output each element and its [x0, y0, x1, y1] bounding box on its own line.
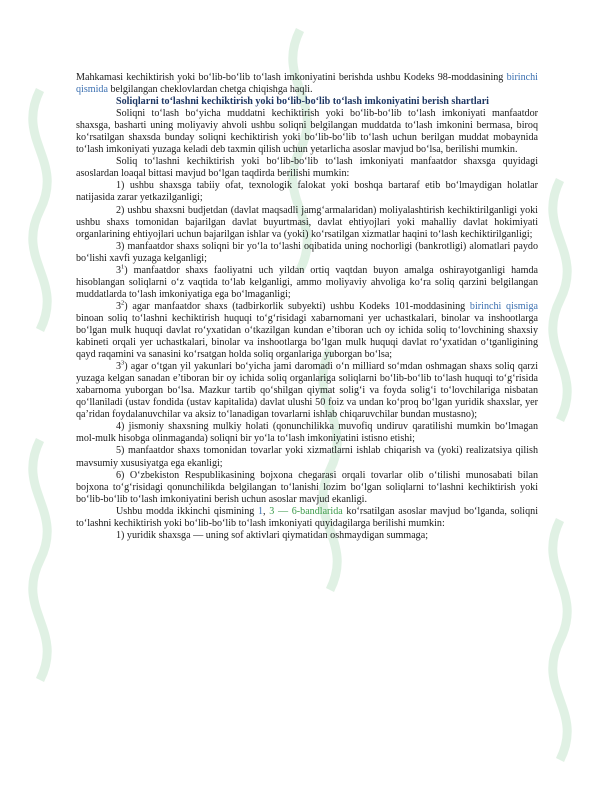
- text-run: 6) O‘zbekiston Respublikasining bojxona chegarasi orqali tovarlar olib o‘tilishi munosabati bilan bojxona to‘g‘risidagi qonunchilikda belgilangan to‘lanishi lozim bo‘lgan soliqlarni to‘lashni kechiktirish yoki bo‘lib-bo‘lib to‘lash imkoniyatini berish uchun asoslar mavjud ekanligi.: [76, 469, 538, 505]
- watermark-s-shape: [553, 180, 567, 420]
- text-run: belgilangan cheklovlardan chetga chiqishga haqli.: [107, 84, 313, 96]
- document-body: [76, 72, 538, 542]
- watermark-s-shape: [33, 440, 47, 680]
- watermark-s-shape: [553, 520, 567, 760]
- text-run: 1) yuridik shaxsga — uning sof aktivlari qiymatidan oshmaydigan summaga;: [116, 529, 429, 541]
- paragraph-item2: [76, 205, 538, 241]
- section-heading: [76, 96, 538, 108]
- text-run: ,: [263, 505, 270, 517]
- cross-reference-link[interactable]: 3 — 6-bandlarida: [269, 505, 343, 517]
- superscript-number: 2: [121, 299, 125, 307]
- text-run: 1) ushbu shaxsga tabiiy ofat, texnologik falokat yoki boshqa bartaraf etib bo‘lmaydigan holatlar natijasida zarar yetkazilganligi;: [76, 180, 538, 204]
- text-run: 3) manfaatdor shaxs soliqni bir yo‘la to‘lashi oqibatida uning nochorligi (bankrotligi) alomatlari paydo bo‘lishi xavfi yuzaga kelganligi;: [76, 240, 538, 264]
- text-run: 3: [116, 300, 122, 312]
- text-run: ) agar manfaatdor shaxs (tadbirkorlik subyekti) ushbu Kodeks 101-moddasining: [124, 300, 470, 312]
- cross-reference-link[interactable]: 1: [258, 505, 264, 517]
- text-run: Mahkamasi kechiktirish yoki bo‘lib-bo‘lib to‘lash imkoniyatini berishda ushbu Kodeks 98-moddasining: [76, 72, 507, 83]
- paragraph-item1: [76, 180, 538, 204]
- paragraph-intro: [76, 72, 538, 96]
- text-run: 4) jismoniy shaxsning mulkiy holati (qonunchilikka muvofiq undiruv qaratilishi mumkin bo‘lmagan mol-mulk hisobga olinmaganda) soliqni bir yo‘la to‘lash imkoniyatini istisno etishi;: [76, 421, 538, 445]
- paragraph-item3-1: [76, 265, 538, 301]
- paragraph-item3-2: [76, 301, 538, 361]
- text-run: Ushbu modda ikkinchi qismining: [116, 505, 258, 517]
- text-run: binoan soliq to‘lashni kechiktirish huquqi to‘g‘risidagi xabarnomani yer uchastkalari, binolar va inshootlarga bo‘lgan mulk huquqi davlat ro‘yxatidan o‘tkazilgan kundan e’tiboran uch oy ichida soliq to‘lovchining shaxsiy kabineti orqali yer uchastkalari, binolar va inshootlarga bo‘lgan mulk huquqi davlat ro‘yxatidan o‘tganligining qayd raqamini va sanasini ko‘rsatgan holda soliq organlariga yuborgan bo‘lsa;: [76, 312, 538, 361]
- superscript-number: 1: [121, 263, 125, 271]
- text-run: Soliqlarni to‘lashni kechiktirish yoki bo‘lib-bo‘lib to‘lash imkoniyatini berish shartlari: [116, 96, 489, 108]
- superscript-number: 3: [121, 359, 125, 367]
- paragraph-item5: [76, 445, 538, 469]
- watermark-s-shape: [33, 90, 47, 330]
- text-run: 3: [116, 361, 122, 373]
- paragraph-item4: [76, 421, 538, 445]
- text-run: 5) manfaatdor shaxs tomonidan tovarlar yoki xizmatlarni ishlab chiqarish va (yoki) realizatsiya qilish mavsumiy xususiyatga ega ekanligi;: [76, 445, 538, 469]
- paragraph-p1: [76, 108, 538, 156]
- paragraph-item-last: [76, 530, 538, 542]
- paragraph-p2: [76, 156, 538, 180]
- text-run: ) manfaatdor shaxs faoliyatni uch yildan ortiq vaqtdan buyon amalga oshirayotganligi hamda hisoblangan soliqlarni o‘z vaqtida to‘lab kelganligi, ammo moliyaviy ahvoliga ko‘ra soliq qarzini belgilangan muddatlarda to‘lash imkoniyatiga ega bo‘lmaganligi;: [76, 264, 538, 300]
- text-run: 2) ushbu shaxsni budjetdan (davlat maqsadli jamg‘armalaridan) moliyalashtirish kechiktirilganligi yoki ushbu shaxs tomonidan bajarilgan davlat buyurtmasi, davlat ehtiyojlari yoki mahalliy davlat hokimiyati organlarining ehtiyojlari uchun bajarilgan ishlar va (yoki) ko‘rsatilgan xizmatlar haqini to‘lash kechiktirilganligi;: [76, 204, 538, 240]
- paragraph-p3: [76, 506, 538, 530]
- paragraph-item6: [76, 470, 538, 506]
- paragraph-item3-3: [76, 361, 538, 421]
- text-run: Soliqni to‘lash bo‘yicha muddatni kechiktirish yoki bo‘lib-bo‘lib to‘lash imkoniyati manfaatdor shaxsga, basharti uning moliyaviy ahvoli ushbu soliqni belgilangan muddatda to‘lash imkonini bermasa, biroq ko‘rsatilgan shaxsda bunday soliqni kechiktirish yoki bo‘lib-bo‘lib to‘lash uchun berilgan muddat mobaynida to‘lash imkoniyati yuzaga keladi deb taxmin qilish uchun yetarlicha asoslar mavjud bo‘lsa, berilishi mumkin.: [76, 108, 538, 156]
- text-run: ) agar o‘tgan yil yakunlari bo‘yicha jami daromadi o‘n milliard so‘mdan oshmagan shaxs soliq qarzi yuzaga kelgan sanadan e’tiboran bir oy ichida soliq organlariga soliqlarni bo‘lib-bo‘lib to‘lash huquqi to‘g‘risida xabarnoma yuborgan bo‘lsa. Mazkur tartib qo‘shilgan qiymat solig‘i va foyda solig‘i to‘lovchilariga nisbatan qo‘llaniladi (ustav fondida (ustav kapitalida) davlat ulushi 50 foiz va undan ko‘proq bo‘lgan yuridik shaxslar, yer qa’ridan foydalanuvchilar va aksiz to‘lanadigan tovarlarni ishlab chiqaruvchilar bundan mustasno);: [76, 361, 538, 421]
- text-run: 3: [116, 264, 122, 276]
- text-run: Soliq to‘lashni kechiktirish yoki bo‘lib-bo‘lib to‘lash imkoniyati manfaatdor shaxsga quyidagi asoslardan loaqal bittasi mavjud bo‘lgan taqdirda berilishi mumkin:: [76, 156, 538, 180]
- cross-reference-link[interactable]: birinchi qismida: [76, 72, 538, 96]
- cross-reference-link[interactable]: birinchi qismiga: [469, 300, 538, 312]
- paragraph-item3: [76, 241, 538, 265]
- text-run: ko‘rsatilgan asoslar mavjud bo‘lganda, soliqni to‘lashni kechiktirish yoki bo‘lib-bo‘lib to‘lash imkoniyati quyidagilarga berilishi mumkin:: [76, 505, 539, 529]
